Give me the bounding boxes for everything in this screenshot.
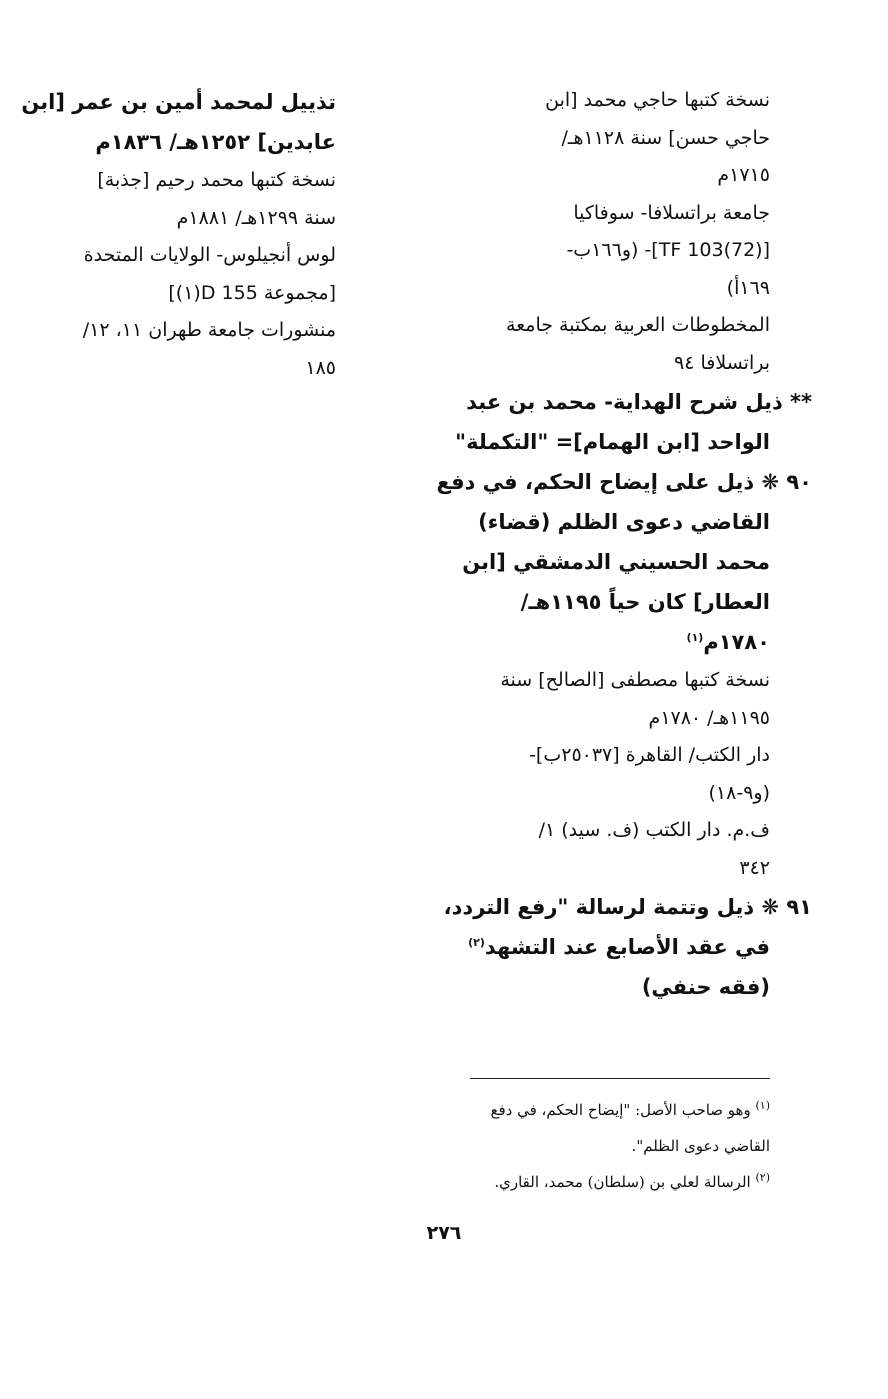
entry-line: حاجي حسن] سنة ١١٢٨هـ/	[561, 126, 770, 149]
footnote-text: الرسالة لعلي بن (سلطان) محمد، القاري.	[494, 1173, 751, 1191]
entry-line: لوس أنجيلوس- الولايات المتحدة	[83, 244, 336, 266]
entry-title-year: ١٧٨٠م	[703, 630, 770, 654]
entry-line: براتسلافا ٩٤	[674, 351, 770, 374]
entry-line: سنة ١٢٩٩هـ/ ١٨٨١م	[176, 206, 336, 229]
footnote-text: وهو صاحب الأصل: "إيضاح الحكم، في دفع	[490, 1101, 751, 1119]
entry-title-line	[440, 927, 770, 967]
entry-line: ٣٤٢	[739, 856, 770, 879]
footnote	[440, 1128, 770, 1164]
entry-title-line: العطار] كان حياً ١١٩٥هـ/	[520, 590, 770, 614]
entry-line: ١٦٩أ)	[726, 276, 770, 299]
entry-title-line: ٩٠ ❋ ذيل على إيضاح الحكم، في دفع	[436, 470, 812, 494]
entry-title-line: محمد الحسيني الدمشقي [ابن	[462, 550, 770, 574]
entry-line: جامعة براتسلافا- سوفاكيا	[573, 201, 770, 224]
entry-title-line: القاضي دعوى الظلم (قضاء)	[478, 510, 770, 534]
footnote	[440, 1164, 770, 1200]
footnotes	[440, 1092, 770, 1200]
footnote-ref: (٢)	[468, 936, 485, 949]
entry-line: (و٩-١٨)	[708, 781, 770, 804]
entry-line: ف.م. دار الكتب (ف. سيد) ١/	[538, 819, 770, 841]
footnote-divider	[470, 1078, 770, 1079]
entry-line: نسخة كتبها محمد رحيم [جذبة]	[97, 169, 336, 191]
entry-line: منشورات جامعة طهران ١١، ١٢/	[82, 319, 336, 341]
entry-line: ١٨٥	[305, 356, 336, 379]
footnote-number: (١)	[755, 1099, 770, 1112]
entry-line: ١٧١٥م	[717, 164, 770, 186]
sub-entry-heading: تذييل لمحمد أمين بن عمر [ابن	[21, 90, 336, 114]
footnote	[440, 1092, 770, 1128]
crossref-line: ** ذيل شرح الهداية- محمد بن عبد	[466, 390, 812, 414]
right-column	[436, 82, 812, 1007]
entry-line: [مجموعة D 155(١)]	[168, 281, 336, 304]
entry-line: نسخة كتبها حاجي محمد [ابن	[545, 89, 770, 111]
entry-title-line	[440, 622, 770, 662]
footnote-ref: (١)	[686, 631, 704, 644]
entry-line: دار الكتب/ القاهرة [٢٥٠٣٧ب]-	[529, 744, 770, 766]
footnote-number: (٢)	[755, 1171, 770, 1184]
left-column	[21, 82, 336, 387]
footnote-text: القاضي دعوى الظلم".	[631, 1137, 770, 1155]
sub-entry-heading: عابدين] ١٢٥٢هـ/ ١٨٣٦م	[95, 130, 336, 154]
entry-title-text: في عقد الأصابع عند التشهد	[484, 935, 770, 959]
entry-line: ١١٩٥هـ/ ١٧٨٠م	[648, 706, 770, 729]
entry-title-line: (فقه حنفي)	[641, 975, 770, 999]
page-number: ٢٧٦	[426, 1222, 462, 1244]
entry-line: المخطوطات العربية بمكتبة جامعة	[505, 314, 770, 336]
entry-line: نسخة كتبها مصطفى [الصالح] سنة	[500, 669, 770, 691]
entry-line: [TF 103(72)]- (و١٦٦ب-	[566, 239, 770, 261]
entry-title-line: ٩١ ❋ ذيل وتتمة لرسالة "رفع التردد،	[443, 895, 812, 919]
crossref-line: الواحد [ابن الهمام]= "التكملة"	[455, 430, 770, 454]
